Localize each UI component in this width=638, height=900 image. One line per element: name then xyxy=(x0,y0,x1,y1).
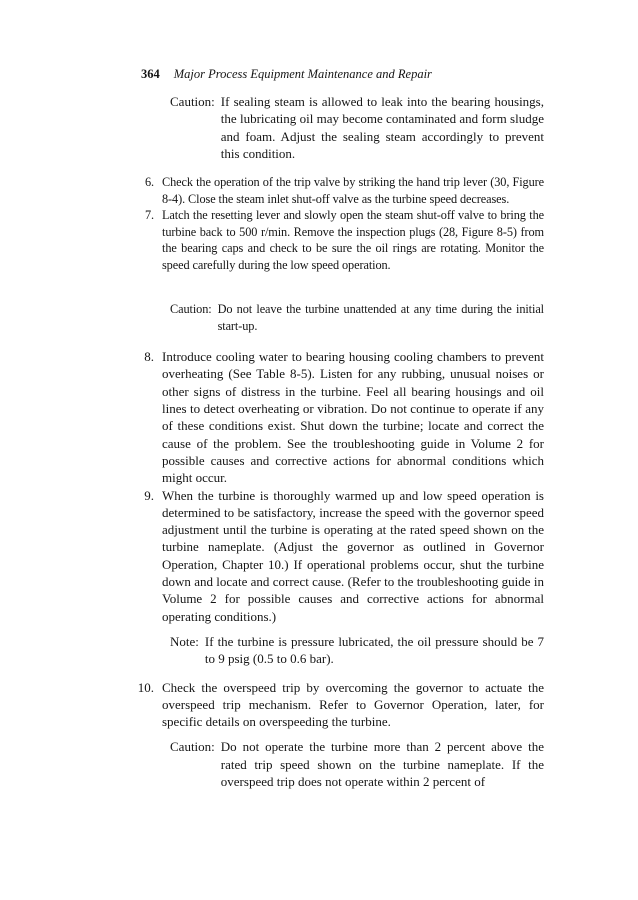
caution-text: If sealing steam is allowed to leak into the bearing housings, the lubricating oil may become contaminated and form sludge and foam. Adjust the sealing steam accordingly to prevent this condition. xyxy=(220,94,544,161)
page-header xyxy=(141,67,432,82)
page-body xyxy=(137,93,544,790)
step-text: Introduce cooling water to bearing housing cooling chambers to prevent overheating (See Table 8-5). Listen for any rubbing, unusual noises or other signs of distress in the turbine. Feel all bearing housings and oil lines to detect overheating or vibration. Do not continue to operate if any of these conditions exist. Shut down the turbine; locate and correct the cause of the problem. See the troubleshooting guide in Volume 2 for possible causes and corrective actions for abnormal conditions which might occur. xyxy=(162,349,544,486)
step-number: 10. xyxy=(137,679,154,695)
step-text: Check the overspeed trip by overcoming the governor to actuate the overspeed trip mechanism. Refer to Governor Operation, later, for specific details on overspeeding the turbine. xyxy=(162,679,544,730)
step-text: When the turbine is thoroughly warmed up and low speed operation is determined to be satisfactory, increase the speed with the governor speed adjustment until the turbine is operating at the rated speed shown on the turbine nameplate. (Adjust the governor as outlined in Governor Operation, Chapter 10.) If operational problems occur, shut the turbine down and locate and correct cause. (Refer to the troubleshooting guide in Volume 2 for possible causes and corrective actions for abnormal operating conditions.) xyxy=(162,487,544,624)
caution-text: Do not operate the turbine more than 2 percent above the rated trip speed shown on the turbine nameplate. If the overspeed trip does not operate within 2 percent of xyxy=(220,739,544,790)
caution-label: Caution: xyxy=(170,94,215,109)
step-number: 7. xyxy=(144,208,154,223)
step-number: 6. xyxy=(144,175,154,190)
page-number: 364 xyxy=(141,67,160,81)
note-label: Note: xyxy=(170,633,199,649)
step-10 xyxy=(137,679,544,731)
caution-block xyxy=(141,738,544,790)
step-number: 9. xyxy=(144,487,154,503)
caution-block xyxy=(141,301,544,334)
caution-label: Caution: xyxy=(170,739,215,755)
step-number: 8. xyxy=(144,349,154,365)
step-9 xyxy=(141,487,544,625)
step-7 xyxy=(141,207,544,273)
caution-text: Do not leave the turbine unattended at any time during the initial start-up. xyxy=(217,302,544,333)
note-block xyxy=(141,633,544,668)
running-title: Major Process Equipment Maintenance and Repair xyxy=(173,67,432,81)
caution-label: Caution: xyxy=(170,302,212,317)
note-text: If the turbine is pressure lubricated, the oil pressure should be 7 to 9 psig (0.5 to 0.6 bar). xyxy=(204,633,544,667)
step-text: Latch the resetting lever and slowly open the steam shut-off valve to bring the turbine back to 500 r/min. Remove the inspection plugs (28, Figure 8-5) from the bearing caps and check to be sure the oil rings are rotating. Monitor the speed carefully during the low speed operation. xyxy=(162,208,544,272)
step-text: Check the operation of the trip valve by striking the hand trip lever (30, Figure 8-4). Close the steam inlet shut-off valve as the turbine speed decreases. xyxy=(162,175,544,206)
step-6 xyxy=(141,174,544,207)
caution-block xyxy=(141,93,544,162)
step-8 xyxy=(141,348,544,486)
